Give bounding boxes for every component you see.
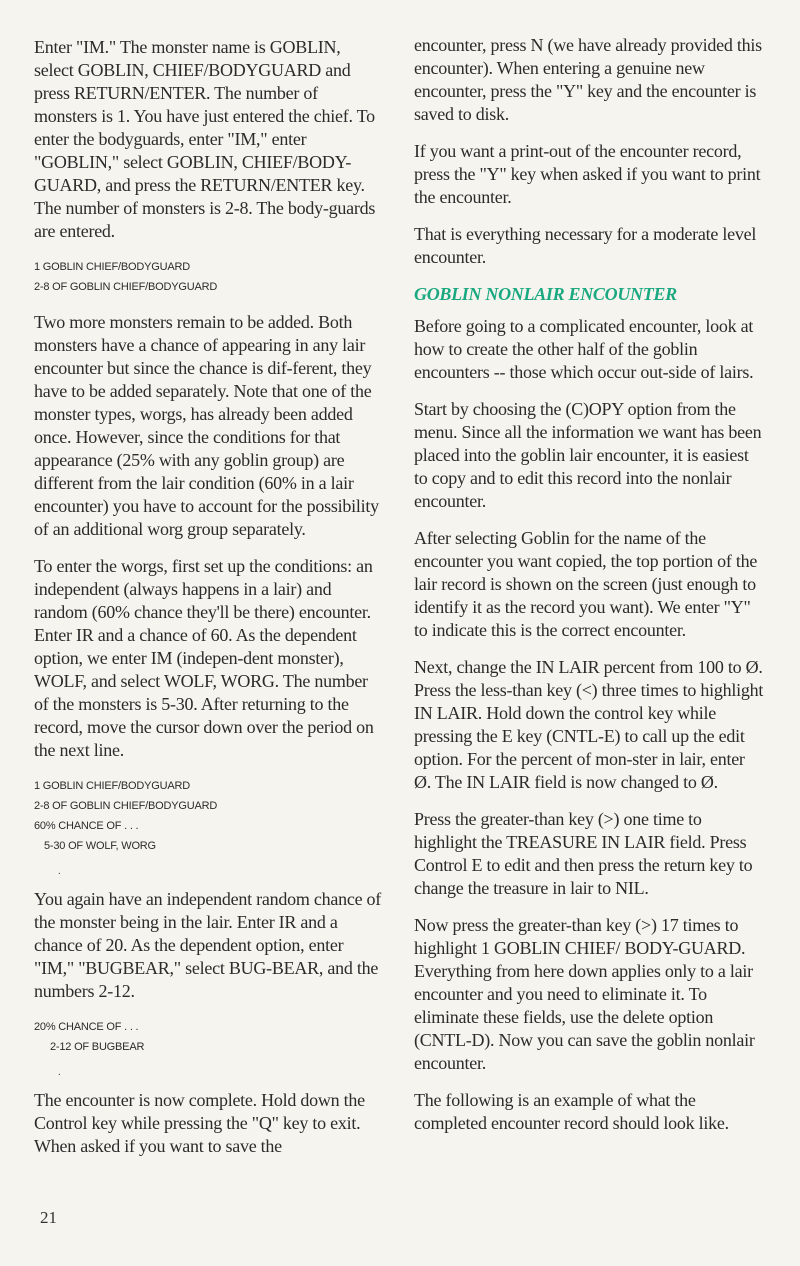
code-line: 60% CHANCE OF . . .: [34, 820, 139, 832]
paragraph: The following is an example of what the completed encounter record should look like.: [414, 1090, 729, 1133]
code-listing: [34, 1017, 384, 1057]
code-line: 2-8 OF GOBLIN CHIEF/BODYGUARD: [34, 281, 218, 293]
code-listing: [34, 776, 384, 856]
paragraph: The encounter is now complete. Hold down the Control key while pressing the "Q" key to exit. When asked if you want to save the: [34, 1090, 365, 1156]
code-line: 20% CHANCE OF . . .: [34, 1021, 139, 1033]
section-heading: GOBLIN NONLAIR ENCOUNTER: [414, 284, 677, 304]
period-marker: .: [58, 865, 61, 877]
paragraph: encounter, press N (we have already provided this encounter). When entering a genuine new encounter, press the "Y" key and the encounter is saved to disk.: [414, 35, 762, 124]
paragraph: That is everything necessary for a moderate level encounter.: [414, 224, 757, 267]
paragraph: Enter "IM." The monster name is GOBLIN, select GOBLIN, CHIEF/BODYGUARD and press RETURN/ENTER. The number of monsters is 1. You have just entered the chief. To enter the bodyguards, enter "IM," enter "GOBLIN," select GOBLIN, CHIEF/BODY-GUARD, and press the RETURN/ENTER key. The number of monsters is 2-8. The body-guards are entered.: [34, 37, 376, 241]
left-column: [34, 36, 384, 1172]
period-marker: .: [58, 1066, 61, 1078]
code-line: 1 GOBLIN CHIEF/BODYGUARD: [34, 261, 190, 273]
paragraph: Two more monsters remain to be added. Both monsters have a chance of appearing in any lair encounter but since the chance is dif-ferent, they have to be added separately. Note that one of the monster types, worgs, has already been added once. However, since the conditions for that appearance (25% with any goblin group) are different from the lair condition (60% in a lair encounter) you have to account for the possibility of an additional worg group separately.: [34, 312, 379, 539]
paragraph: After selecting Goblin for the name of the encounter you want copied, the top portion of the lair record is shown on the screen (just enough to identify it as the record you want). We enter "Y" to indicate this is the correct encounter.: [414, 528, 758, 640]
code-line: 2-8 OF GOBLIN CHIEF/BODYGUARD: [34, 800, 218, 812]
paragraph: You again have an independent random chance of the monster being in the lair. Enter IR and a chance of 20. As the dependent option, enter "IM," "BUGBEAR," select BUG-BEAR, and the numbers 2-12.: [34, 889, 382, 1001]
code-line: 5-30 OF WOLF, WORG: [44, 840, 156, 852]
paragraph: Now press the greater-than key (>) 17 times to highlight 1 GOBLIN CHIEF/ BODY-GUARD. Everything from here down applies only to a lair encounter and you need to eliminate it. To eliminate these fields, use the delete option (CNTL-D). Now you can save the goblin nonlair encounter.: [414, 915, 755, 1073]
code-line: 2-12 OF BUGBEAR: [50, 1041, 145, 1053]
paragraph: Before going to a complicated encounter, look at how to create the other half of the goblin encounters -- those which occur out-side of lairs.: [414, 316, 754, 382]
code-listing: [34, 257, 384, 297]
paragraph: To enter the worgs, first set up the conditions: an independent (always happens in a lair) and random (60% chance they'll be there) encounter. Enter IR and a chance of 60. As the dependent option, we enter IM (indepen-dent monster), WOLF, and select WOLF, WORG. The number of the monsters is 5-30. After returning to the record, move the cursor down over the period on the next line.: [34, 556, 374, 760]
paragraph: Start by choosing the (C)OPY option from the menu. Since all the information we want has been placed into the goblin lair encounter, it is easiest to copy and to edit this record into the nonlair encounter.: [414, 399, 762, 511]
paragraph: Next, change the IN LAIR percent from 100 to Ø. Press the less-than key (<) three times to highlight IN LAIR. Hold down the control key while pressing the E key (CNTL-E) to call up the edit option. For the percent of mon-ster in lair, enter Ø. The IN LAIR field is now changed to Ø.: [414, 657, 764, 792]
paragraph: If you want a print-out of the encounter record, press the "Y" key when asked if you want to print the encounter.: [414, 141, 761, 207]
code-line: 1 GOBLIN CHIEF/BODYGUARD: [34, 780, 190, 792]
right-column: [414, 34, 764, 1149]
page-number: 21: [40, 1208, 57, 1227]
paragraph: Press the greater-than key (>) one time to highlight the TREASURE IN LAIR field. Press Control E to edit and then press the return key to change the treasure in lair to NIL.: [414, 809, 753, 898]
